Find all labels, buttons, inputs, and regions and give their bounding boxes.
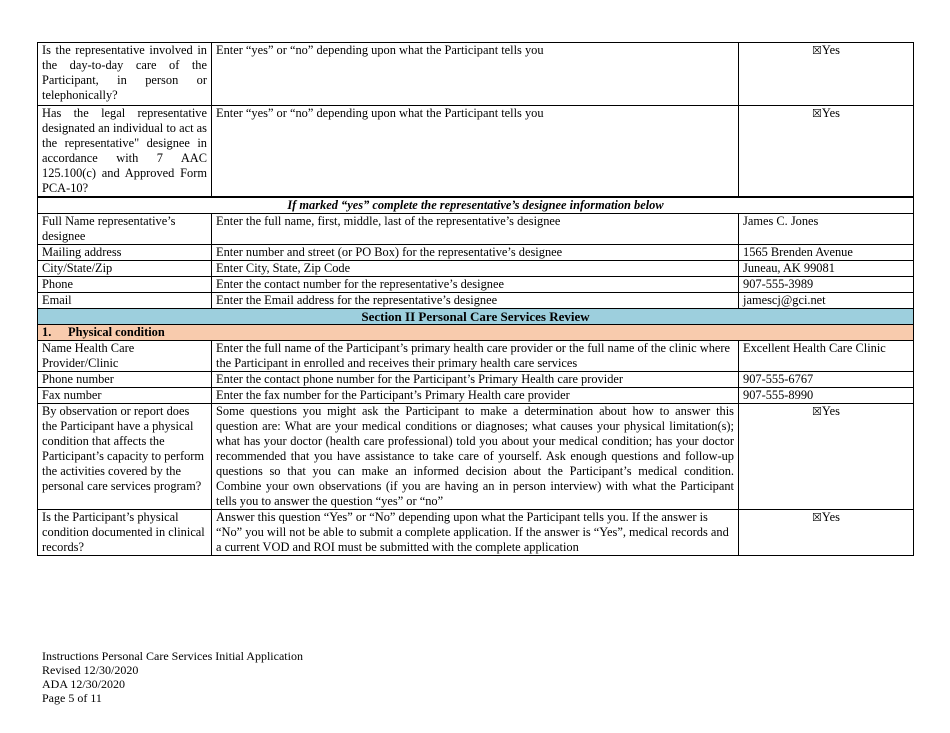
answer-label: Yes	[821, 510, 840, 524]
footer-page-number: Page 5 of 11	[42, 691, 102, 705]
field-label: City/State/Zip	[38, 261, 212, 277]
answer-label: Yes	[821, 106, 840, 120]
field-label: Phone	[38, 277, 212, 293]
answer-cell[interactable]	[739, 510, 914, 556]
table-row	[38, 388, 914, 404]
section-header-row	[38, 309, 914, 325]
designee-subheader-row	[38, 197, 914, 214]
page-footer	[42, 649, 303, 705]
footer-document-title: Instructions Personal Care Services Initial Application	[42, 649, 303, 663]
subsection-header	[38, 325, 914, 341]
table-row	[38, 341, 914, 372]
table-row	[38, 404, 914, 510]
table-row	[38, 293, 914, 309]
designee-subheader: If marked “yes” complete the representative’s designee information below	[38, 197, 914, 214]
question-cell: By observation or report does the Participant have a physical condition that affects the Participant’s capacity to perform the activities covered by the personal care services program?	[38, 404, 212, 510]
table-row	[38, 43, 914, 106]
section-title: Section II Personal Care Services Review	[38, 309, 914, 325]
question-cell: Is the representative involved in the day-to-day care of the Participant, in person or telephonically?	[38, 43, 212, 106]
footer-ada-date: ADA 12/30/2020	[42, 677, 126, 691]
table-row	[38, 106, 914, 198]
checked-box-icon[interactable]: ☒	[812, 44, 822, 57]
field-value[interactable]: 1565 Brenden Avenue	[739, 245, 914, 261]
instruction-cell: Enter “yes” or “no” depending upon what the Participant tells you	[212, 106, 739, 198]
field-value[interactable]: Juneau, AK 99081	[739, 261, 914, 277]
answer-label: Yes	[821, 43, 840, 57]
table-row	[38, 277, 914, 293]
table-row	[38, 510, 914, 556]
subsection-title: Physical condition	[68, 325, 165, 339]
instruction-cell: Enter “yes” or “no” depending upon what the Participant tells you	[212, 43, 739, 106]
question-cell: Is the Participant’s physical condition documented in clinical records?	[38, 510, 212, 556]
field-label: Mailing address	[38, 245, 212, 261]
checked-box-icon[interactable]: ☒	[812, 511, 822, 524]
field-value[interactable]: jamescj@gci.net	[739, 293, 914, 309]
subsection-header-row	[38, 325, 914, 341]
instruction-cell: Enter the fax number for the Participant’s Primary Health care provider	[212, 388, 739, 404]
table-row	[38, 214, 914, 245]
field-value[interactable]: James C. Jones	[739, 214, 914, 245]
field-label: Fax number	[38, 388, 212, 404]
field-label: Phone number	[38, 372, 212, 388]
instruction-cell: Enter the contact number for the representative’s designee	[212, 277, 739, 293]
field-label: Full Name representative’s designee	[38, 214, 212, 245]
footer-revised-date: Revised 12/30/2020	[42, 663, 139, 677]
instruction-cell: Enter number and street (or PO Box) for the representative’s designee	[212, 245, 739, 261]
table-row	[38, 372, 914, 388]
field-value[interactable]: Excellent Health Care Clinic	[739, 341, 914, 372]
answer-label: Yes	[821, 404, 840, 418]
answer-cell[interactable]	[739, 404, 914, 510]
checked-box-icon[interactable]: ☒	[812, 405, 822, 418]
instruction-cell: Enter City, State, Zip Code	[212, 261, 739, 277]
field-value[interactable]: 907-555-8990	[739, 388, 914, 404]
table-row	[38, 261, 914, 277]
instruction-cell: Some questions you might ask the Participant to make a determination about how to answer this question are: What are your medical conditions or diagnoses; what causes your physical limitation(s); what has your doctor (health care professional) told you about your medical condition; has your doctor recommended that you have assistance to take care of yourself. Ask enough questions and follow-up questions so that you can make an informed decision about the Participant’s medical condition. Combine your own observations (if you are having an in person interview) with what the Participant tells you to answer the question “yes” or “no”	[212, 404, 739, 510]
instruction-cell: Answer this question “Yes” or “No” depending upon what the Participant tells you. If the answer is “No” you will not be able to submit a complete application. If the answer is “Yes”, medical records and a current VOD and ROI must be submitted with the complete application	[212, 510, 739, 556]
answer-cell[interactable]	[739, 106, 914, 198]
instruction-cell: Enter the contact phone number for the Participant’s Primary Health care provider	[212, 372, 739, 388]
subsection-number: 1.	[42, 325, 52, 339]
field-label: Email	[38, 293, 212, 309]
field-label: Name Health Care Provider/Clinic	[38, 341, 212, 372]
instruction-cell: Enter the Email address for the representative’s designee	[212, 293, 739, 309]
answer-cell[interactable]	[739, 43, 914, 106]
checked-box-icon[interactable]: ☒	[812, 107, 822, 120]
application-form-table	[37, 42, 914, 556]
question-cell: Has the legal representative designated an individual to act as the representative" designee in accordance with 7 AAC 125.100(c) and Approved Form PCA-10?	[38, 106, 212, 198]
field-value[interactable]: 907-555-6767	[739, 372, 914, 388]
instruction-cell: Enter the full name of the Participant’s primary health care provider or the full name of the clinic where the Participant in enrolled and receives their primary health care services	[212, 341, 739, 372]
field-value[interactable]: 907-555-3989	[739, 277, 914, 293]
table-row	[38, 245, 914, 261]
instruction-cell: Enter the full name, first, middle, last of the representative’s designee	[212, 214, 739, 245]
